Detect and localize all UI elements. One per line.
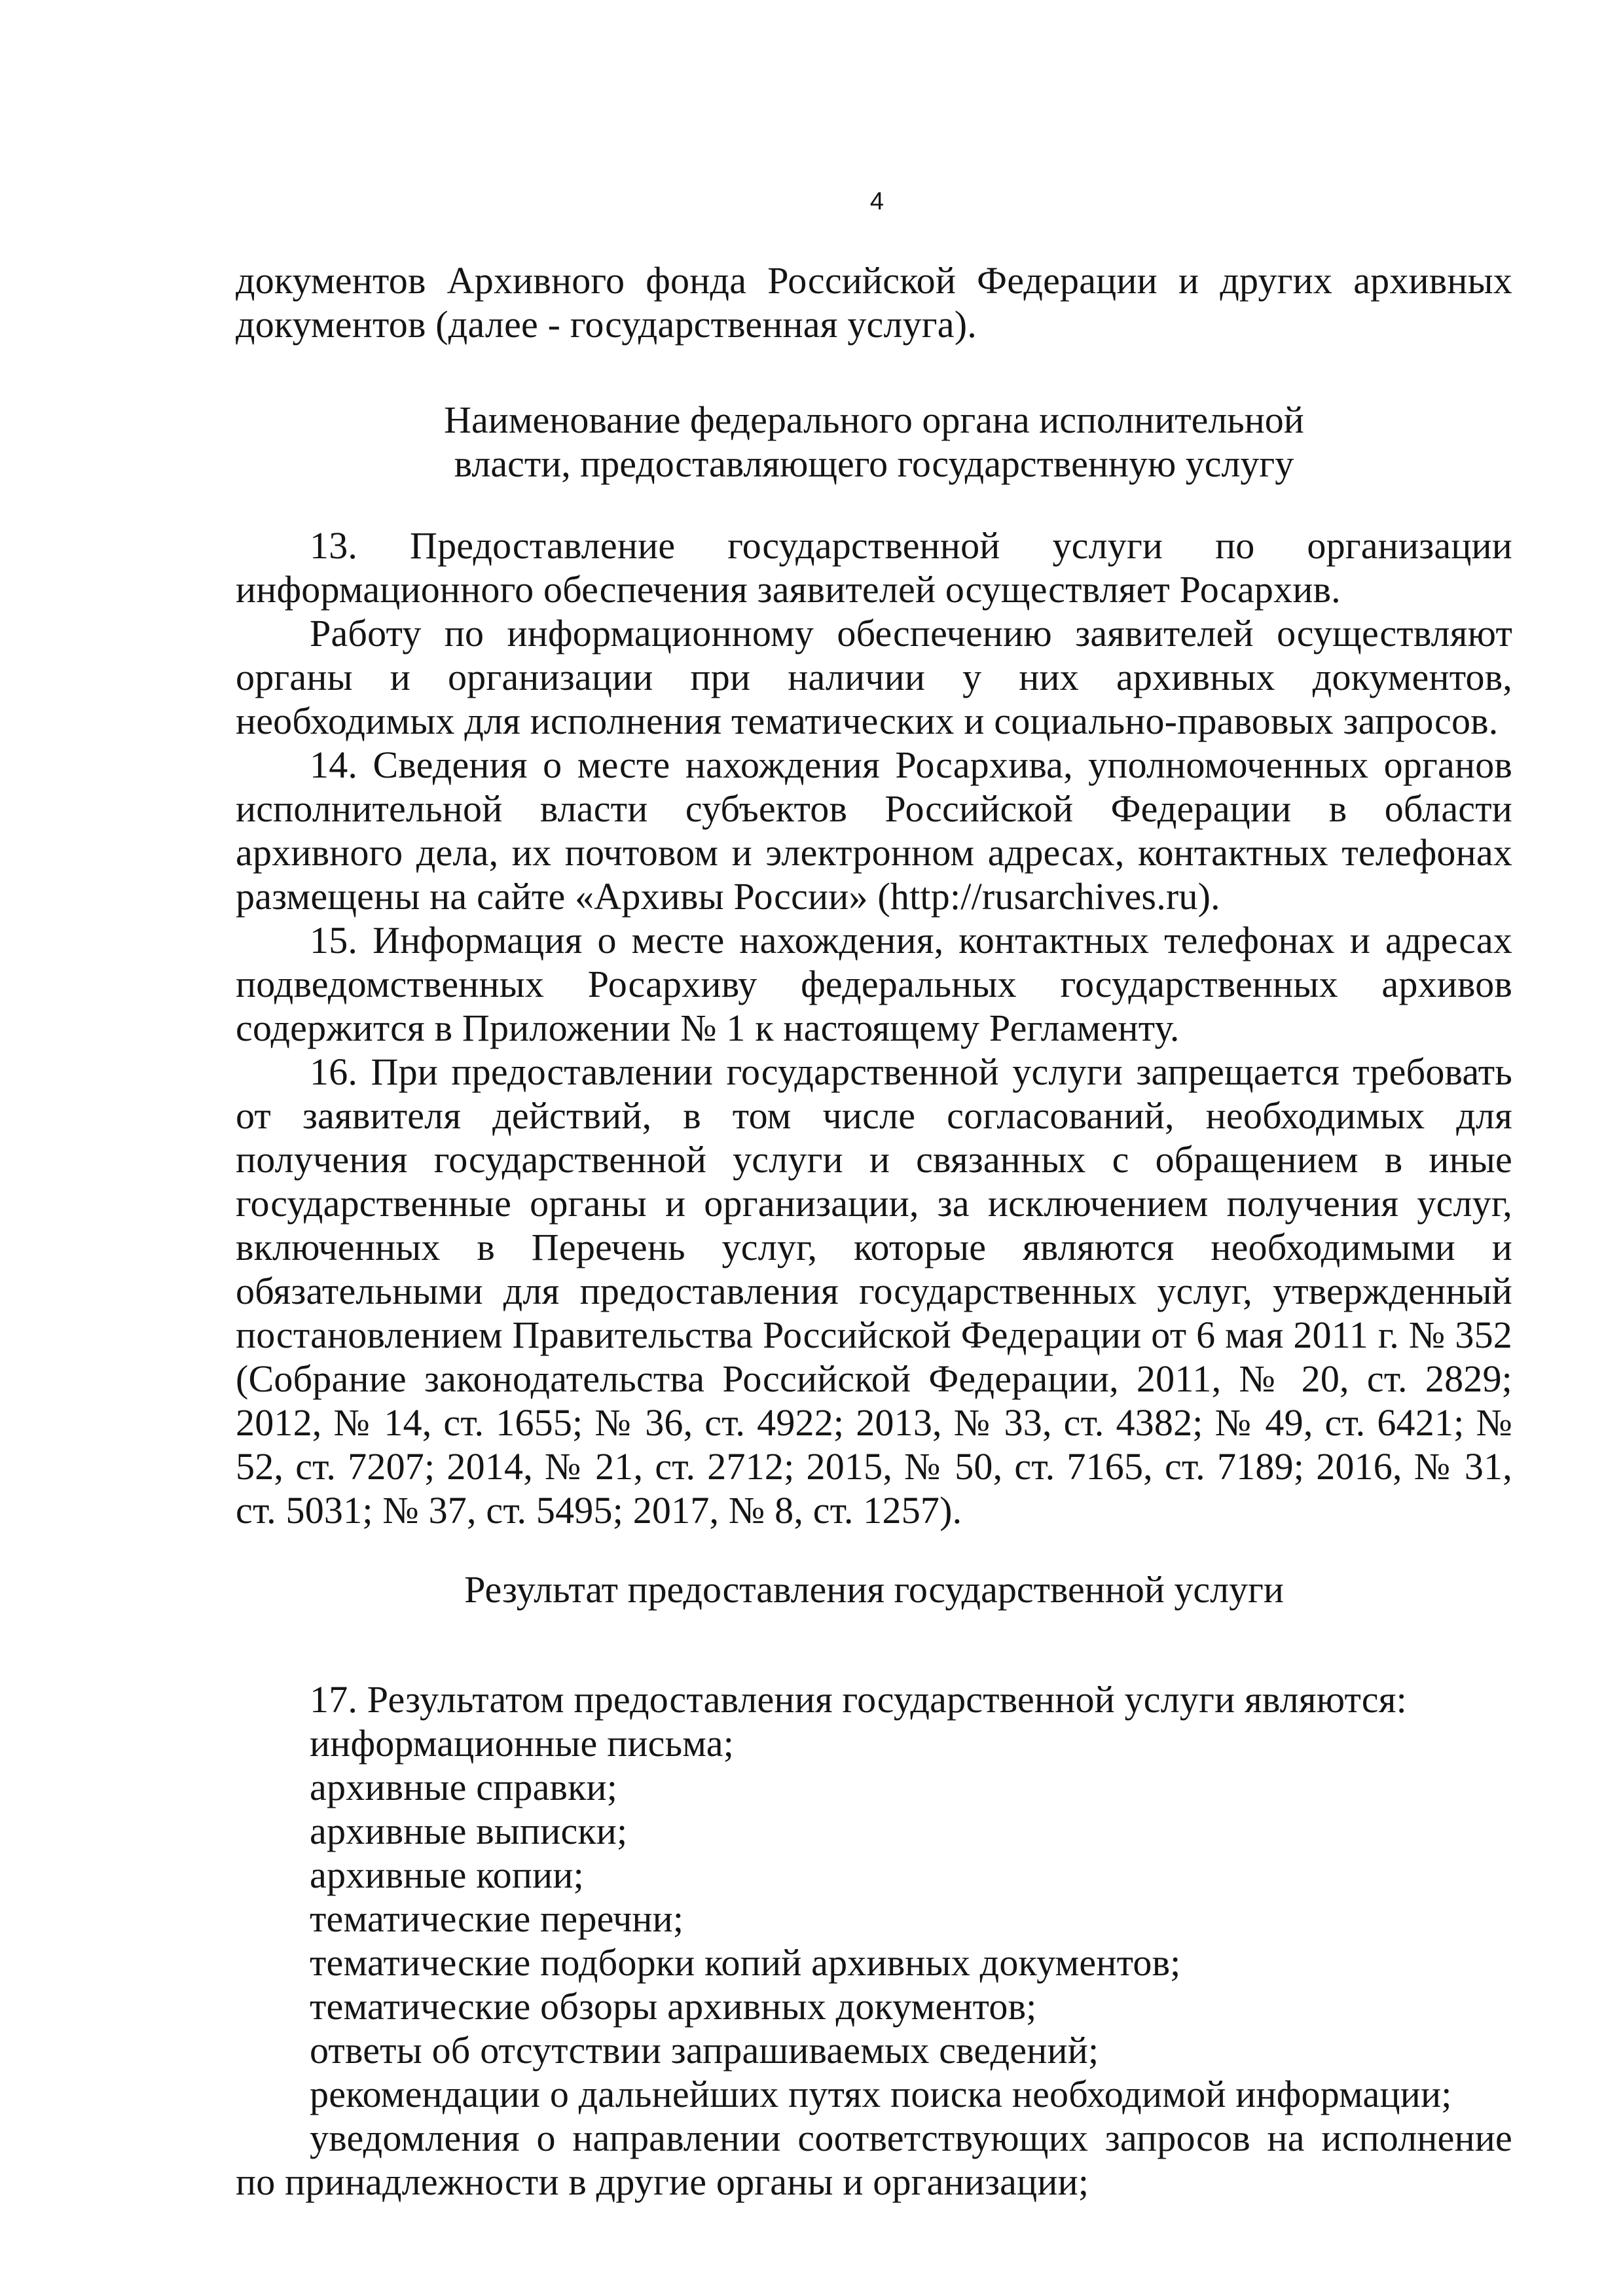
paragraph-14: 14. Сведения о месте нахождения Росархива, уполномоченных органов исполнительной власти субъектов Российской Федерации в области архивного дела, их почтовом и электронном адресах, контактных телефонах размещены на сайте «Архивы России» (http://rusarchives.ru). xyxy=(236,744,1512,918)
paragraph-15: 15. Информация о месте нахождения, контактных телефонах и адресах подведомственных Росархиву федеральных государственных архивов содержится в Приложении № 1 к настоящему Регламенту. xyxy=(236,919,1512,1049)
result-block xyxy=(236,1677,1512,2204)
section-heading-authority xyxy=(236,398,1512,486)
list-item: тематические обзоры архивных документов; xyxy=(310,1985,1037,2028)
intro-block xyxy=(236,259,1512,346)
list-item: архивные копии; xyxy=(310,1854,584,1896)
body-block xyxy=(236,524,1512,1532)
list-item: тематические подборки копий архивных документов; xyxy=(310,1941,1181,1984)
paragraph-16: 16. При предоставлении государственной услуги запрещается требовать от заявителя действий, в том числе согласований, необходимых для получения государственной услуги и связанных с обращением в иные государственные органы и организации, за исключением получения услуг, включенных в Перечень услуг, которые являются необходимыми и обязательными для предоставления государственных услуг, утвержденный постановлением Правительства Российской Федерации от 6 мая 2011 г. № 352 (Собрание законодательства Российской Федерации, 2011, № 20, ст. 2829; 2012, № 14, ст. 1655; № 36, ст. 4922; 2013, № 33, ст. 4382; № 49, ст. 6421; № 52, ст. 7207; 2014, № 21, ст. 2712; 2015, № 50, ст. 7165, ст. 7189; 2016, № 31, ст. 5031; № 37, ст. 5495; 2017, № 8, ст. 1257). xyxy=(236,1050,1512,1532)
list-item: информационные письма; xyxy=(310,1722,735,1765)
intro-paragraph: документов Архивного фонда Российской Федерации и других архивных документов (далее - государственная услуга). xyxy=(236,259,1512,346)
list-item-last: уведомления о направлении соответствующих запросов на исполнение по принадлежности в другие органы и организации; xyxy=(236,2117,1512,2203)
heading-line: Наименование федерального органа исполнительной xyxy=(444,399,1304,441)
heading-line: Результат предоставления государственной услуги xyxy=(464,1568,1284,1611)
list-item: рекомендации о дальнейших путях поиска необходимой информации; xyxy=(310,2073,1452,2115)
list-item: ответы об отсутствии запрашиваемых сведений; xyxy=(310,2029,1099,2072)
paragraph-17: 17. Результатом предоставления государственной услуги являются: xyxy=(310,1678,1407,1721)
list-item: архивные выписки; xyxy=(310,1810,628,1852)
paragraph-13-cont: Работу по информационному обеспечению заявителей осуществляют органы и организации при наличии у них архивных документов, необходимых для исполнения тематических и социально-правовых запросов. xyxy=(236,612,1512,742)
page-number: 4 xyxy=(869,188,884,215)
section-heading-result xyxy=(236,1568,1512,1611)
list-item: архивные справки; xyxy=(310,1766,618,1808)
paragraph-13: 13. Предоставление государственной услуги по организации информационного обеспечения заявителей осуществляет Росархив. xyxy=(236,524,1512,611)
heading-line: власти, предоставляющего государственную услугу xyxy=(454,442,1294,485)
list-item: тематические перечни; xyxy=(310,1897,684,1940)
